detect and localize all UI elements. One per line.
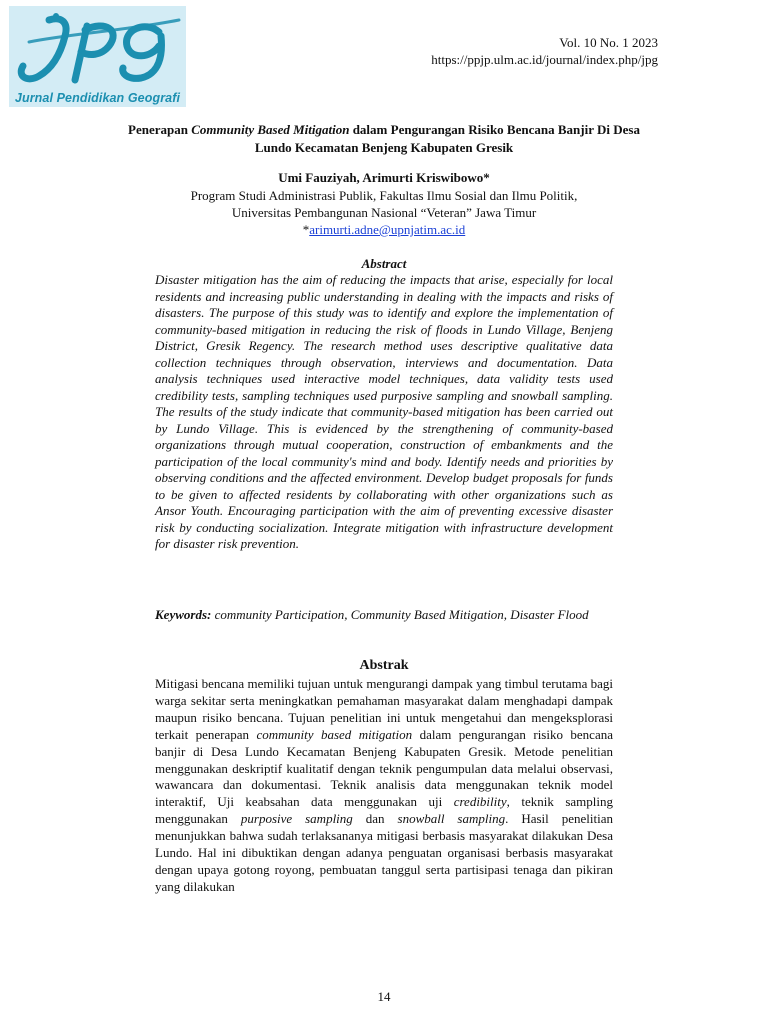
- article-authors: Umi Fauziyah, Arimurti Kriswibowo*: [278, 170, 490, 185]
- journal-logo: [9, 6, 186, 107]
- logo-caption: Jurnal Pendidikan Geografi: [14, 91, 181, 105]
- keywords: [155, 607, 613, 624]
- keywords-label: Keywords:: [155, 607, 212, 622]
- author-affiliation: [120, 187, 648, 238]
- abstrak-italic-term: snowball sampling: [397, 811, 506, 827]
- corresponding-email-line: [120, 221, 648, 238]
- title-italic: Community Based Mitigation: [191, 122, 350, 137]
- abstract-heading: Abstract: [361, 256, 407, 271]
- keywords-list: community Participation, Community Based Mitigation, Disaster Flood: [211, 607, 589, 622]
- title-part-2: dalam Pengurangan Risiko Bencana Banjir Di Desa Lundo Kecamatan Benjeng Kabupaten Gresik: [254, 122, 640, 155]
- page-number: 14: [377, 989, 391, 1004]
- abstrak-italic-term: purposive sampling: [240, 811, 353, 827]
- email-link[interactable]: arimurti.adne@upnjatim.ac.id: [309, 222, 466, 237]
- abstrak-text: [155, 676, 613, 896]
- email-asterisk: *: [302, 222, 310, 237]
- abstrak-segment: Mitigasi bencana memiliki tujuan untuk mengurangi dampak yang timbul terutama bagi warga sekitar serta meningkatkan pemahaman masyarakat dalam menghadapi dampak maupun risiko bencana. Tujuan penelitian ini untuk mengetahui dan mengeksplorasi terkait penerapan: [155, 676, 613, 742]
- abstrak-heading: Abstrak: [359, 658, 409, 673]
- article-title: [120, 121, 648, 157]
- journal-url: https://ppjp.ulm.ac.id/journal/index.php/jpg: [431, 52, 658, 67]
- abstrak-italic-term: credibility: [453, 794, 507, 810]
- abstrak-segment: . Hasil penelitian menunjukkan bahwa sudah terlaksananya mitigasi berbasis masyarakat dilakukan Desa Lundo. Hal ini dibuktikan dengan adanya penguatan organisasi berbasis masyarakat dengan upaya gotong royong, pembuatan tanggul serta partisipasi tenaga dan pikiran yang dilakukan: [155, 811, 613, 894]
- abstrak-italic-term: community based mitigation: [256, 726, 413, 742]
- abstrak-segment: , teknik sampling menggunakan: [155, 794, 613, 827]
- abstract-text: Disaster mitigation has the aim of reducing the impacts that arise, especially for local residents and increasing public understanding in dealing with the impacts and risks of disasters. The purpose of this study was to identify and explore the implementation of community-based mitigation in reducing the risk of floods in Lundo Village, Benjeng District, Gresik Regency. The research method uses descriptive qualitative data collection techniques through observation, interviews and documentation. Data analysis techniques used interactive model techniques, data validity tests used credibility tests, sampling techniques used purposive sampling and snowball sampling. The results of the study indicate that community-based mitigation has been carried out by Lundo Village. This is evidenced by the strengthening of community-based organizations through mutual cooperation, construction of embankments and the participation of the local community's mind and body. Identify needs and priorities by observing conditions and the affected environment. Develop budget proposals for funds to be given to affected residents by collaborating with other organizations such as Ansor Youth. Encouraging participation with the aim of preventing excessive disaster risk by conducting socialization. Integrate mitigation with infrastructure development for disaster risk prevention.: [155, 272, 613, 551]
- abstrak-segment: dan: [352, 811, 398, 827]
- volume-issue: Vol. 10 No. 1 2023: [559, 35, 658, 50]
- svg-text:JPG: JPG: [21, 24, 23, 25]
- journal-info: [431, 34, 658, 68]
- affiliation-line-2: Universitas Pembangunan Nasional “Veteran” Jawa Timur: [231, 205, 537, 220]
- title-part-1: Penerapan: [128, 122, 192, 137]
- affiliation-line-1: Program Studi Administrasi Publik, Fakultas Ilmu Sosial dan Ilmu Politik,: [190, 188, 578, 203]
- abstrak-segment: dalam pengurangan risiko bencana banjir di Desa Lundo Kecamatan Benjeng Kabupaten Gresik. Metode penelitian menggunakan deskriptif kualitatif dengan teknik pengumpulan data melalui observasi, wawancara dan dokumentasi. Teknik analisis data menggunakan teknik model interaktif, Uji keabsahan data menggunakan uji: [155, 726, 613, 810]
